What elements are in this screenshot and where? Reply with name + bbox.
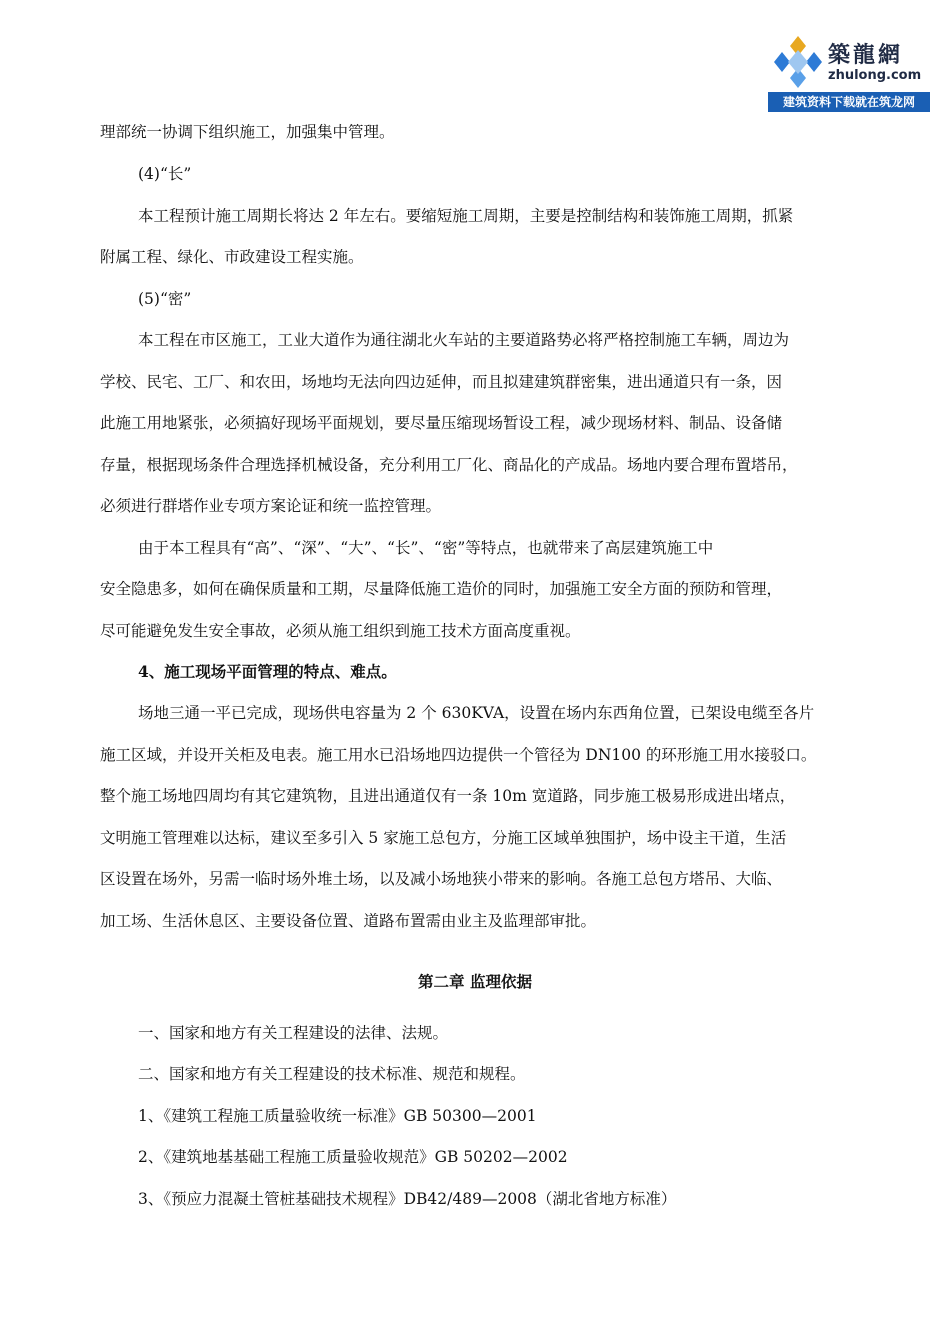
- paragraph-line: 整个施工场地四周均有其它建筑物，且进出通道仅有一条 10m 宽道路，同步施工极易形成进出堵点，: [100, 787, 796, 805]
- paragraph-line: 区设置在场外，另需一临时场外堆土场，以及减小场地狭小带来的影响。各施工总包方塔吊、大临、: [100, 870, 783, 888]
- paragraph-line: 由于本工程具有“高”、“深”、“大”、“长”、“密”等特点，也就带来了高层建筑施工中: [138, 539, 714, 557]
- logo-name-en: zhulong.com: [828, 68, 922, 83]
- paragraph-line: 附属工程、绿化、市政建设工程实施。: [100, 248, 364, 266]
- logo-top: [768, 30, 930, 92]
- subheading-long: (4)“长”: [138, 165, 192, 183]
- list-item: 2、《建筑地基基础工程施工质量验收规范》GB 50202—2002: [138, 1148, 568, 1166]
- paragraph-line: 加工场、生活休息区、主要设备位置、道路布置需由业主及监理部审批。: [100, 912, 597, 930]
- subheading-dense: (5)“密”: [138, 290, 192, 308]
- list-item: 3、《预应力混凝土管桩基础技术规程》DB42/489—2008（湖北省地方标准）: [138, 1190, 677, 1208]
- paragraph-line: 文明施工管理难以达标，建议至多引入 5 家施工总包方，分施工区域单独围护，场中设主干道，生活: [100, 829, 787, 847]
- paragraph-line: 尽可能避免发生安全事故，必须从施工组织到施工技术方面高度重视。: [100, 622, 581, 640]
- logo-diamond-icon: [770, 32, 826, 92]
- paragraph-line: 必须进行群塔作业专项方案论证和统一监控管理。: [100, 497, 442, 515]
- paragraph-line: 安全隐患多，如何在确保质量和工期，尽量降低施工造价的同时，加强施工安全方面的预防和管理，: [100, 580, 783, 598]
- paragraph-line: 存量，根据现场条件合理选择机械设备，充分利用工厂化、商品化的产成品。场地内要合理布置塔吊，: [100, 456, 798, 474]
- list-item: 1、《建筑工程施工质量验收统一标准》GB 50300—2001: [138, 1107, 537, 1125]
- paragraph-line: 场地三通一平已完成，现场供电容量为 2 个 630KVA，设置在场内东西角位置，已架设电缆至各片: [138, 704, 815, 722]
- section-heading: 4、施工现场平面管理的特点、难点。: [138, 662, 397, 681]
- chapter-title: 第二章 监理依据: [418, 972, 532, 991]
- paragraph-line: 学校、民宅、工厂、和农田，场地均无法向四边延伸，而且拟建建筑群密集，进出通道只有一条，因: [100, 373, 783, 391]
- paragraph-line: 此施工用地紧张，必须搞好现场平面规划，要尽量压缩现场暂设工程，减少现场材料、制品、设备储: [100, 414, 783, 432]
- list-item: 一、国家和地方有关工程建设的法律、法规。: [138, 1024, 449, 1042]
- logo-slogan: 建筑资料下载就在筑龙网: [768, 92, 930, 112]
- list-item: 二、国家和地方有关工程建设的技术标准、规范和规程。: [138, 1065, 526, 1083]
- paragraph-line: 施工区域，并设开关柜及电表。施工用水已沿场地四边提供一个管径为 DN100 的环形施工用水接驳口。: [100, 746, 817, 764]
- paragraph-line: 本工程预计施工周期长将达 2 年左右。要缩短施工周期，主要是控制结构和装饰施工周期，抓紧: [138, 207, 794, 225]
- logo-name-cn: 築龍網: [828, 42, 904, 68]
- paragraph-line: 理部统一协调下组织施工，加强集中管理。: [100, 123, 395, 141]
- zhulong-logo: [768, 30, 930, 112]
- paragraph-line: 本工程在市区施工，工业大道作为通往湖北火车站的主要道路势必将严格控制施工车辆，周边为: [138, 331, 790, 349]
